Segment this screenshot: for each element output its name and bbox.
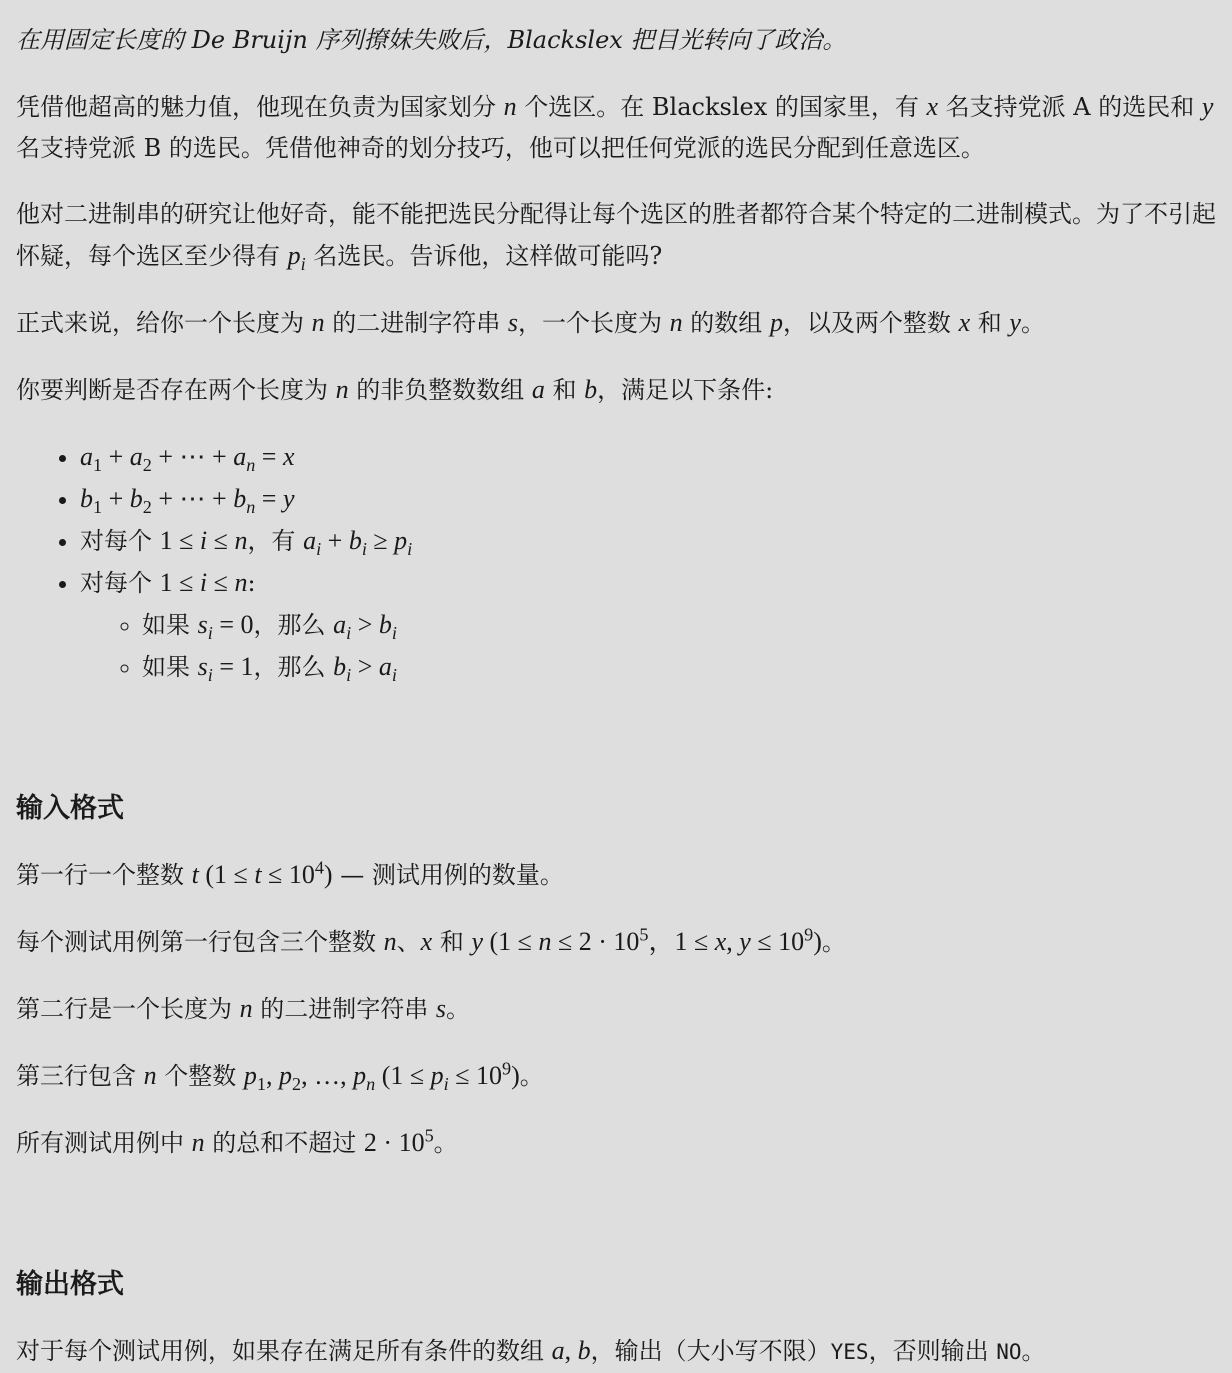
output-line-1: 对于每个测试用例，如果存在满足所有条件的数组 a, b，输出（大小写不限）YES，否则输出 NO。 bbox=[16, 1336, 1046, 1365]
text: 。 bbox=[1021, 1337, 1046, 1365]
text: 。 bbox=[433, 1129, 458, 1157]
pattern-sublist bbox=[80, 604, 1216, 688]
problem-statement bbox=[16, 20, 1216, 1373]
math-a: a bbox=[531, 375, 545, 404]
text: 。 bbox=[446, 995, 471, 1023]
text: 的二进制字符串 bbox=[252, 995, 436, 1023]
text: : bbox=[247, 569, 256, 597]
output-heading: 输出格式 bbox=[16, 1269, 124, 1300]
statement-paragraph-2 bbox=[16, 194, 1216, 277]
text: 和 bbox=[544, 376, 585, 404]
statement-paragraph-1 bbox=[16, 86, 1216, 169]
text: 他对二进制串的研究让他好奇，能不能把选民分配得让每个选区的胜者都符合某个特定的二进制模式。为了不引起怀疑，每个选区至少得有 bbox=[16, 200, 1216, 270]
math-p-i: $p_i$ bbox=[287, 241, 306, 275]
text: 名支持党派 B 的选民。凭借他神奇的划分技巧，他可以把任何党派的选民分配到任意选区。 bbox=[16, 134, 985, 162]
math-x: x bbox=[958, 308, 971, 337]
text: 的二进制字符串 bbox=[324, 309, 508, 337]
no-code: NO bbox=[996, 1340, 1022, 1364]
text: ，有 bbox=[247, 527, 304, 555]
input-heading: 输入格式 bbox=[16, 793, 124, 824]
condition-pattern: • 对每个 1 ≤ i ≤ n: ◦ 如果 $s_i = 0$，那么 $a_i > b_i$ ◦ 如果 $s_i = 1$，那么 $b_i > a_i$ bbox=[80, 562, 1216, 688]
text: 对每个 bbox=[80, 527, 160, 555]
math-y: y bbox=[1009, 308, 1021, 337]
text: 第一行一个整数 bbox=[16, 861, 192, 889]
input-line-3: 第二行是一个长度为 n 的二进制字符串 s。 bbox=[16, 994, 471, 1023]
input-line-5: 所有测试用例中 n 的总和不超过 $2 \cdot 10^5$。 bbox=[16, 1125, 458, 1157]
text: 和 bbox=[432, 928, 472, 956]
text: 、 bbox=[396, 928, 421, 956]
text: — 测试用例的数量。 bbox=[332, 861, 564, 889]
intro-paragraph: 在用固定长度的 De Bruijn 序列撩妹失败后，Blackslex 把目光转向了政治。 bbox=[16, 26, 847, 54]
math-x: x bbox=[926, 92, 939, 121]
text: 个整数 bbox=[156, 1062, 244, 1090]
text: 对每个 bbox=[80, 569, 160, 597]
text: 如果 bbox=[142, 611, 198, 639]
math-n: n bbox=[335, 375, 349, 404]
sub-condition-one: ◦ 如果 $s_i = 1$，那么 $b_i > a_i$ bbox=[142, 646, 1216, 688]
text: 。 bbox=[821, 928, 846, 956]
text: ，否则输出 bbox=[868, 1337, 997, 1365]
math-n: n bbox=[503, 92, 517, 121]
text: ，以及两个整数 bbox=[782, 309, 959, 337]
statement-paragraph-4 bbox=[16, 369, 1216, 411]
text: 正式来说，给你一个长度为 bbox=[16, 309, 312, 337]
condition-sum-a: • $a_1 + a_2$ + ⋯ + $a_n = x$ bbox=[80, 436, 1216, 478]
math-n: n bbox=[669, 308, 683, 337]
input-line-2: 每个测试用例第一行包含三个整数 n、x 和 y ($1 \le n \le 2 \cdot 10^5$，1 ≤ x, $y \le 10^9$)。 bbox=[16, 924, 846, 956]
text: 每个测试用例第一行包含三个整数 bbox=[16, 928, 384, 956]
sub-condition-zero: ◦ 如果 $s_i = 0$，那么 $a_i > b_i$ bbox=[142, 604, 1216, 646]
text: 名支持党派 A 的选民和 bbox=[938, 93, 1202, 121]
text: 你要判断是否存在两个长度为 bbox=[16, 376, 336, 404]
text: 凭借他超高的魅力值，他现在负责为国家划分 bbox=[16, 93, 504, 121]
text: 。 bbox=[1020, 309, 1045, 337]
text: 的总和不超过 bbox=[204, 1129, 364, 1157]
text: 对于每个测试用例，如果存在满足所有条件的数组 bbox=[16, 1337, 552, 1365]
text: ，满足以下条件: bbox=[597, 376, 774, 404]
math-n: n bbox=[311, 308, 325, 337]
text: 。 bbox=[519, 1062, 544, 1090]
condition-sum-b: • $b_1 + b_2$ + ⋯ + $b_n = y$ bbox=[80, 478, 1216, 520]
yes-code: YES bbox=[830, 1340, 869, 1364]
math-b: b bbox=[584, 375, 598, 404]
text: ，输出（大小写不限） bbox=[590, 1337, 831, 1365]
condition-min-voters: • 对每个 1 ≤ i ≤ n，有 $a_i + b_i \ge p_i$ bbox=[80, 520, 1216, 562]
text: 的数组 bbox=[682, 309, 770, 337]
statement-paragraph-3 bbox=[16, 302, 1216, 344]
text: 和 bbox=[970, 309, 1010, 337]
text: ，那么 bbox=[253, 653, 334, 681]
input-line-4: 第三行包含 n 个整数 $p_1$, $p_2$, …, $p_n$ $(1 \le p_i \le 10^9)$。 bbox=[16, 1058, 544, 1095]
text: 的非负整数数组 bbox=[348, 376, 532, 404]
text: 名选民。告诉他，这样做可能吗? bbox=[305, 242, 663, 270]
text: ，一个长度为 bbox=[518, 309, 670, 337]
text: ，那么 bbox=[253, 611, 334, 639]
math-p: p bbox=[769, 308, 783, 337]
text: 如果 bbox=[142, 653, 198, 681]
text: 第三行包含 bbox=[16, 1062, 144, 1090]
conditions-list bbox=[16, 436, 1216, 688]
text: 所有测试用例中 bbox=[16, 1129, 192, 1157]
math-s: s bbox=[507, 308, 519, 337]
input-line-1: 第一行一个整数 t $(1 \le t \le 10^4)$ — 测试用例的数量。 bbox=[16, 857, 564, 889]
math-y: y bbox=[1201, 92, 1214, 121]
text: 个选区。在 Blackslex 的国家里，有 bbox=[516, 93, 927, 121]
text: 第二行是一个长度为 bbox=[16, 995, 240, 1023]
